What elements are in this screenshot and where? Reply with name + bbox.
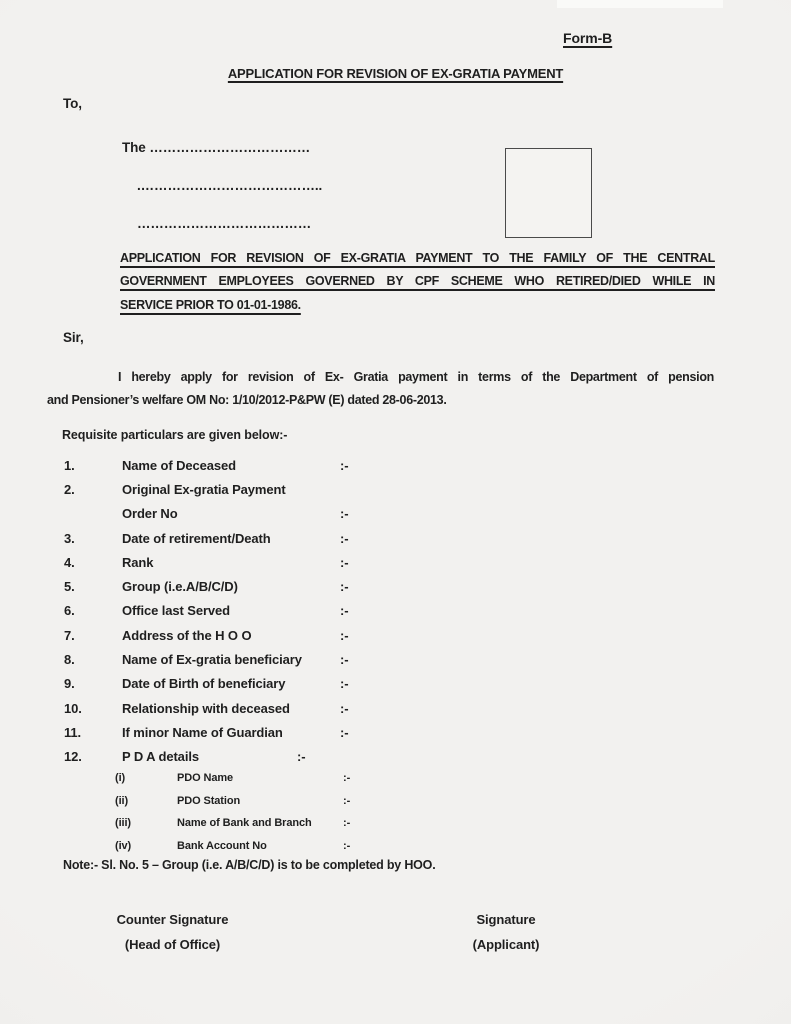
- form-number-label: Form-B: [563, 30, 613, 46]
- head-of-office-label: (Head of Office): [124, 936, 221, 952]
- particular-row: [64, 599, 348, 623]
- item-colon: :-: [340, 724, 349, 740]
- subject-line: SERVICE PRIOR TO 01-01-1986.: [120, 297, 301, 312]
- item-number: 7.: [64, 627, 75, 643]
- signature-block: [430, 908, 582, 957]
- particular-row: [64, 550, 348, 574]
- signature-label: Signature: [476, 912, 536, 927]
- sub-item-number: (iii): [115, 817, 131, 830]
- particular-row: [64, 696, 348, 720]
- pda-sub-row: [115, 835, 350, 858]
- item-colon: :-: [340, 579, 349, 595]
- sub-item-number: (iv): [115, 839, 132, 852]
- particular-row: [64, 477, 348, 501]
- pda-sub-row: [115, 767, 350, 790]
- item-label: Rank: [122, 554, 154, 570]
- subject-heading: [120, 247, 715, 317]
- body-paragraph: [47, 366, 714, 412]
- item-colon: :-: [340, 603, 349, 619]
- sub-item-label: Name of Bank and Branch: [177, 817, 312, 830]
- item-label: Address of the H O O: [122, 627, 252, 643]
- item-number: 5.: [64, 579, 75, 595]
- item-number: 10.: [64, 700, 82, 716]
- item-label: If minor Name of Guardian: [122, 724, 283, 740]
- applicant-label: (Applicant): [472, 936, 540, 952]
- subject-line: APPLICATION FOR REVISION OF EX-GRATIA PAYMENT TO THE FAMILY OF THE CENTRAL: [120, 251, 715, 265]
- item-number: 2.: [64, 481, 75, 497]
- sub-item-label: PDO Name: [177, 772, 234, 785]
- item-label: Order No: [122, 506, 178, 522]
- addressee-line: …………………………………: [137, 216, 312, 231]
- addressee-line: The ………………………………: [122, 140, 311, 155]
- pda-sub-row: [115, 790, 350, 813]
- scan-artifact: [557, 0, 723, 8]
- counter-signature-label: Counter Signature: [116, 912, 229, 927]
- particular-row: [64, 502, 348, 526]
- particulars-heading: Requisite particulars are given below:-: [62, 428, 288, 442]
- page-title-text: APPLICATION FOR REVISION OF EX-GRATIA PAYMENT: [227, 66, 564, 81]
- particular-row: [64, 745, 348, 769]
- item-label: Name of Deceased: [122, 457, 237, 473]
- item-number: 8.: [64, 652, 75, 668]
- photo-box: [505, 148, 592, 238]
- item-label: Original Ex-gratia Payment: [122, 481, 286, 497]
- addressee-line: .…………………………………..: [137, 178, 323, 193]
- counter-signature-block: [100, 908, 245, 957]
- addressee-block: [122, 129, 322, 243]
- item-number: 11.: [64, 724, 82, 740]
- item-number: 3.: [64, 530, 75, 546]
- item-colon: :-: [297, 749, 306, 765]
- particular-row: [64, 574, 348, 598]
- particular-row: [64, 672, 348, 696]
- sub-item-colon: :-: [343, 839, 351, 852]
- item-number: 4.: [64, 554, 75, 570]
- particular-row: [64, 623, 348, 647]
- sub-item-label: PDO Station: [177, 794, 241, 807]
- item-colon: :-: [340, 700, 349, 716]
- body-line: and Pensioner’s welfare OM No: 1/10/2012-P&PW (E) dated 28-06-2013.: [47, 393, 447, 407]
- subject-line: GOVERNMENT EMPLOYEES GOVERNED BY CPF SCHEME WHO RETIRED/DIED WHILE IN: [120, 274, 715, 289]
- item-colon: :-: [340, 457, 349, 473]
- sub-item-colon: :-: [343, 772, 351, 785]
- item-label: Relationship with deceased: [122, 700, 290, 716]
- item-colon: :-: [340, 627, 349, 643]
- item-label: Name of Ex-gratia beneficiary: [122, 652, 302, 668]
- item-colon: :-: [340, 554, 349, 570]
- particular-row: [64, 720, 348, 744]
- particular-row: [64, 647, 348, 671]
- item-label: P D A details: [122, 749, 199, 765]
- item-number: 12.: [64, 749, 82, 765]
- item-label: Date of retirement/Death: [122, 530, 271, 546]
- item-number: 6.: [64, 603, 75, 619]
- particulars-list: [64, 453, 348, 769]
- note: Note:- Sl. No. 5 – Group (i.e. A/B/C/D) is to be completed by HOO.: [63, 858, 436, 872]
- item-colon: :-: [340, 530, 349, 546]
- sub-item-colon: :-: [343, 817, 351, 830]
- item-label: Group (i.e.A/B/C/D): [122, 579, 238, 595]
- sub-item-number: (i): [115, 772, 126, 785]
- pda-sub-row: [115, 812, 350, 835]
- body-line: I hereby apply for revision of Ex- Gratia payment in terms of the Department of pension: [118, 370, 714, 384]
- item-label: Date of Birth of beneficiary: [122, 676, 286, 692]
- item-label: Office last Served: [122, 603, 231, 619]
- sub-item-label: Bank Account No: [177, 839, 267, 852]
- item-number: 1.: [64, 457, 75, 473]
- item-colon: :-: [340, 676, 349, 692]
- sub-item-number: (ii): [115, 794, 129, 807]
- salutation-sir: Sir,: [63, 330, 84, 345]
- sub-item-colon: :-: [343, 794, 351, 807]
- salutation-to: To,: [63, 96, 82, 111]
- item-colon: :-: [340, 652, 349, 668]
- item-colon: :-: [340, 506, 349, 522]
- page-title: [0, 66, 791, 81]
- particular-row: [64, 526, 348, 550]
- item-number: 9.: [64, 676, 75, 692]
- pda-sub-list: [115, 767, 350, 857]
- particular-row: [64, 453, 348, 477]
